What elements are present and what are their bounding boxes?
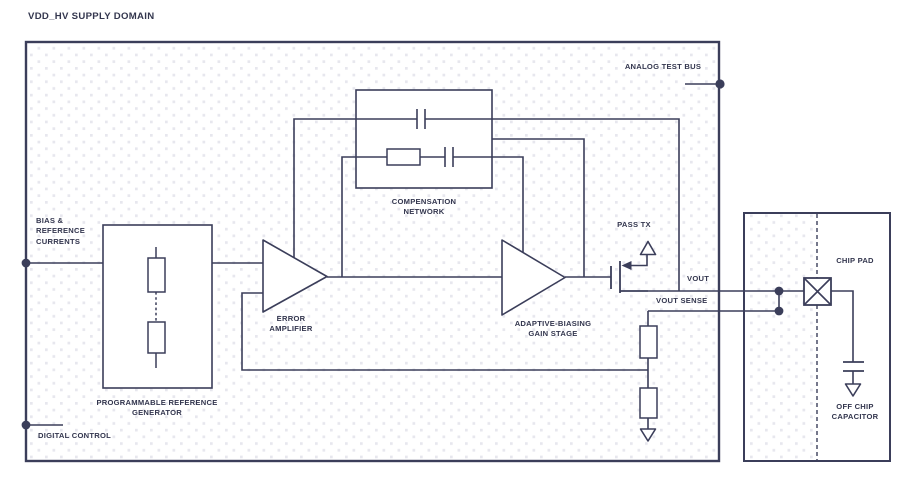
connection-dot <box>715 79 724 88</box>
resistor-icon <box>148 322 165 353</box>
connection-dot <box>22 421 31 430</box>
programmable-reference-generator-label: PROGRAMMABLE REFERENCE GENERATOR <box>96 398 218 418</box>
resistor-icon <box>387 149 420 165</box>
vout-sense-label: VOUT SENSE <box>656 296 708 305</box>
error-amplifier-label: ERROR AMPLIFIER <box>269 314 313 334</box>
adaptive-biasing-gain-stage-label: ADAPTIVE-BIASING GAIN STAGE <box>514 319 592 339</box>
pass-tx-label: PASS TX <box>617 220 651 229</box>
chip-pad-label: CHIP PAD <box>836 256 874 265</box>
analog-test-bus-label: ANALOG TEST BUS <box>624 62 702 71</box>
reference-generator-box <box>103 225 212 388</box>
digital-control-label: DIGITAL CONTROL <box>38 431 112 440</box>
chip-pad-symbol <box>804 278 831 305</box>
bias-reference-currents-label: BIAS & REFERENCE CURRENTS <box>36 216 86 246</box>
compensation-network-box <box>356 90 492 188</box>
off-chip-capacitor-label: OFF CHIP CAPACITOR <box>831 402 879 422</box>
connection-dot <box>775 307 784 316</box>
connection-dot <box>22 259 31 268</box>
vout-label: VOUT <box>687 274 710 283</box>
connection-dot <box>775 287 784 296</box>
resistor-icon <box>640 326 657 358</box>
pad-ring-dotted-area <box>746 215 817 460</box>
resistor-icon <box>640 388 657 418</box>
compensation-network-label: COMPENSATION NETWORK <box>391 197 457 217</box>
page-title: VDD_HV SUPPLY DOMAIN <box>28 11 155 22</box>
resistor-icon <box>148 258 165 292</box>
